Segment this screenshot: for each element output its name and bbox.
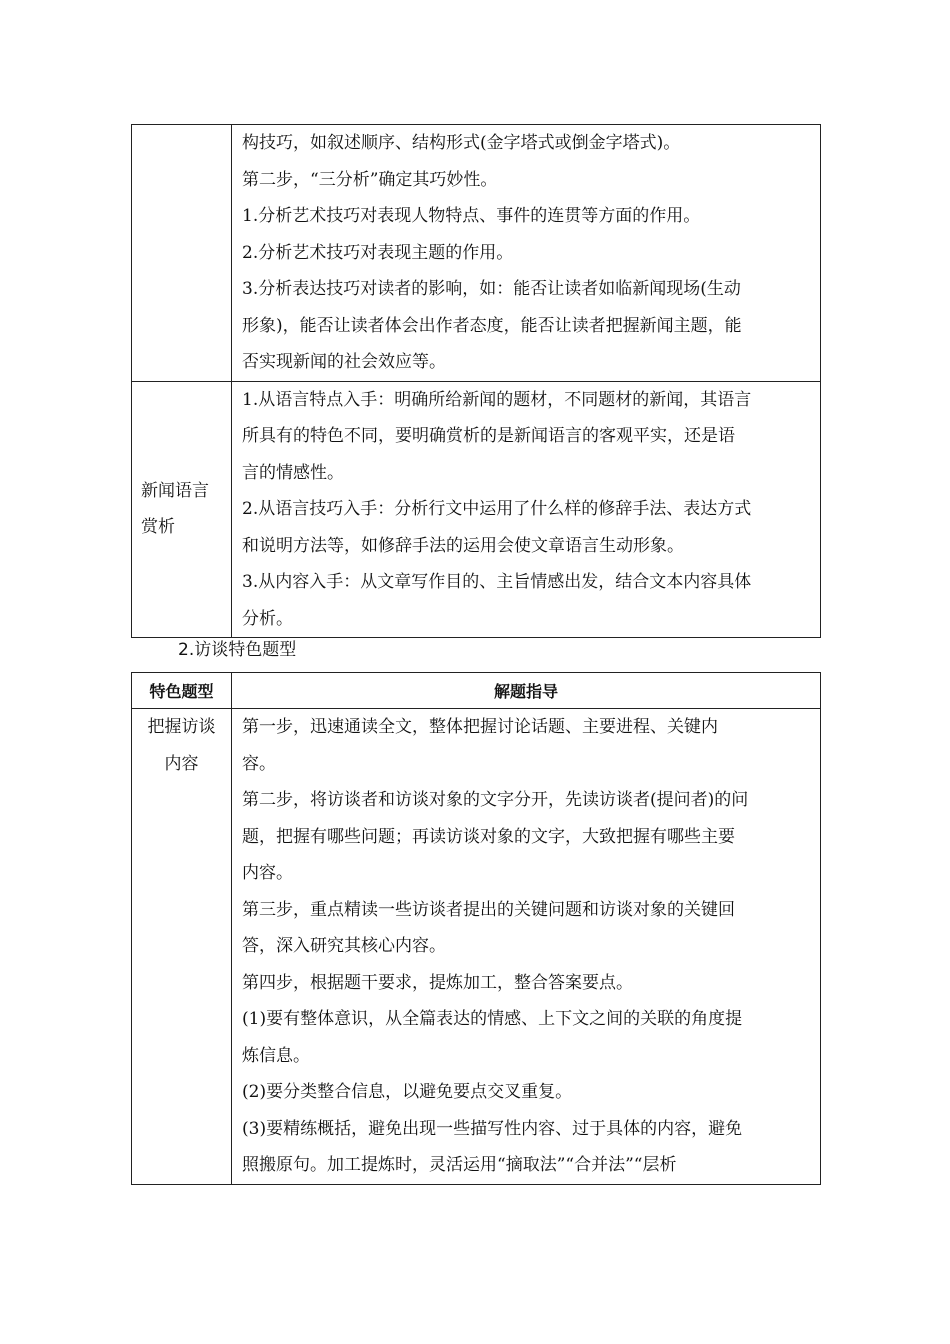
table-row [132,381,821,638]
guidance-line: 第一步，迅速通读全文，整体把握讨论话题、主要进程、关键内 [242,717,718,737]
guidance-line: 照搬原句。加工提炼时，灵活运用“摘取法”“合并法”“层析 [242,1155,677,1175]
section-heading: 2.访谈特色题型 [178,640,297,660]
interview-type-table [131,672,821,1185]
guidance-cell [232,125,821,382]
guidance-line: 炼信息。 [242,1045,310,1066]
guidance-line: 2.从语言技巧入手：分析行文中运用了什么样的修辞手法、表达方式 [242,499,752,519]
guidance-line: 第二步，“三分析”确定其巧妙性。 [242,169,498,190]
guidance-line: 第四步，根据题干要求，提炼加工，整合答案要点。 [242,972,633,993]
table-row [132,709,821,1185]
news-technique-table [131,124,821,638]
guidance-line: (1)要有整体意识，从全篇表达的情感、上下文之间的关联的角度提 [242,1009,743,1029]
column-header: 特色题型 [132,673,232,709]
category-cell [132,381,232,638]
column-header: 解题指导 [232,673,821,709]
guidance-line: 第三步，重点精读一些访谈者提出的关键问题和访谈对象的关键回 [242,899,735,920]
guidance-line: 第二步，将访谈者和访谈对象的文字分开，先读访谈者(提问者)的问 [242,790,749,810]
guidance-line: 所具有的特色不同，要明确赏析的是新闻语言的客观平实，还是语 [242,426,735,446]
guidance-line: 题，把握有哪些问题；再读访谈对象的文字，大致把握有哪些主要 [242,826,735,847]
category-label: 把握访谈 [147,717,216,737]
guidance-line: 形象)，能否让读者体会出作者态度，能否让读者把握新闻主题，能 [242,315,742,336]
category-label: 内容 [164,753,199,774]
guidance-line: 和说明方法等，如修辞手法的运用会使文章语言生动形象。 [242,535,684,556]
table-row [132,125,821,382]
category-cell [132,709,232,1185]
guidance-line: 言的情感性。 [242,462,344,483]
guidance-line: (2)要分类整合信息，以避免要点交叉重复。 [242,1082,573,1102]
table-header-row [132,673,821,709]
guidance-line: 3.分析表达技巧对读者的影响，如：能否让读者如临新闻现场(生动 [242,279,741,299]
guidance-line: 2.分析艺术技巧对表现主题的作用。 [242,242,514,263]
guidance-line: 否实现新闻的社会效应等。 [242,352,446,372]
guidance-line: 1.从语言特点入手：明确所给新闻的题材，不同题材的新闻，其语言 [242,389,752,410]
guidance-cell [232,381,821,638]
category-label: 新闻语言 [141,481,209,502]
guidance-line: 内容。 [242,863,293,883]
guidance-line: (3)要精练概括，避免出现一些描写性内容、过于具体的内容，避免 [242,1118,743,1139]
guidance-line: 分析。 [242,608,293,629]
category-label: 赏析 [141,517,175,538]
guidance-cell [232,709,821,1185]
guidance-line: 答，深入研究其核心内容。 [242,936,446,956]
guidance-line: 容。 [242,753,276,774]
guidance-line: 3.从内容入手：从文章写作目的、主旨情感出发，结合文本内容具体 [242,572,752,592]
guidance-line: 1.分析艺术技巧对表现人物特点、事件的连贯等方面的作用。 [242,206,701,226]
category-cell-empty [132,125,232,382]
guidance-line: 构技巧，如叙述顺序、结构形式(金字塔式或倒金字塔式)。 [242,133,681,153]
